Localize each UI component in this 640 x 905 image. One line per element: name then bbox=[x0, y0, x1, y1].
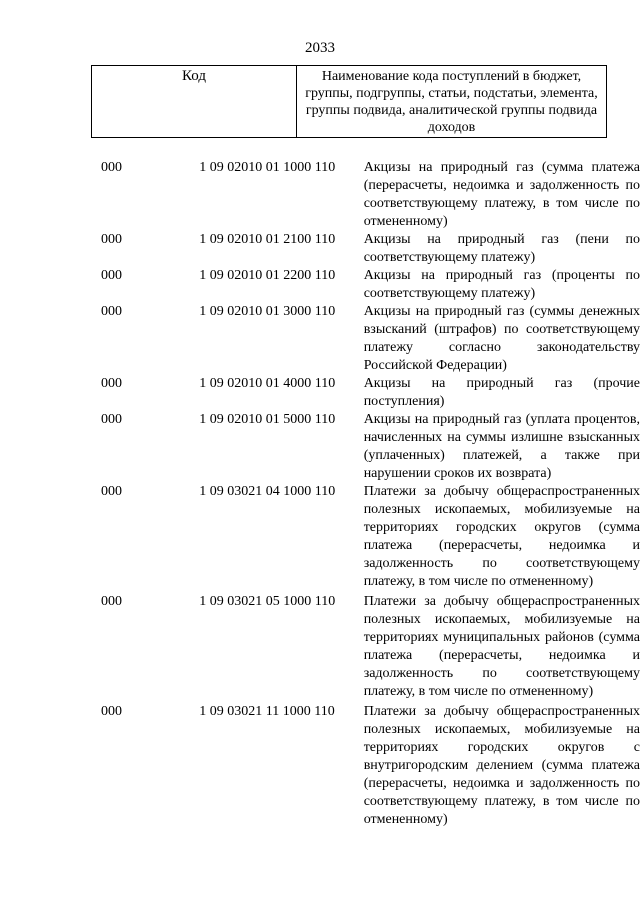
table-row bbox=[0, 483, 640, 593]
admin-code: 000 bbox=[101, 412, 122, 427]
revenue-code: 1 09 02010 01 2100 110 bbox=[199, 232, 336, 247]
header-name: Наименование кода поступлений в бюджет, группы, подгруппы, статьи, подстатьи, элемента, группы подвида, аналитической группы подвида доходов bbox=[305, 69, 598, 135]
revenue-name: Акцизы на природный газ (сумма платежа (перерасчеты, недоимка и задолженность по соответствующему платежу, в том числе по отмененному) bbox=[363, 160, 640, 229]
admin-code: 000 bbox=[101, 376, 122, 391]
revenue-code: 1 09 02010 01 2200 110 bbox=[199, 268, 336, 283]
revenue-code: 1 09 02010 01 4000 110 bbox=[199, 376, 336, 391]
revenue-name: Акцизы на природный газ (проценты по соответствующему платежу) bbox=[363, 268, 640, 301]
revenue-code: 1 09 02010 01 3000 110 bbox=[199, 304, 336, 319]
revenue-name: Акцизы на природный газ (прочие поступления) bbox=[363, 376, 640, 409]
table-header bbox=[91, 65, 607, 138]
revenue-code: 1 09 02010 01 5000 110 bbox=[199, 412, 336, 427]
revenue-name: Платежи за добычу общераспространенных полезных ископаемых, мобилизуемые на территориях городских округов (сумма платежа (перерасчеты, недоимка и задолженность по соответствующему платежу, в том числе по отмененному) bbox=[363, 484, 640, 589]
table-row bbox=[0, 159, 640, 231]
table-row bbox=[0, 231, 640, 267]
revenue-name: Акцизы на природный газ (пени по соответствующему платежу) bbox=[363, 232, 640, 265]
admin-code: 000 bbox=[101, 232, 122, 247]
table-row bbox=[0, 267, 640, 303]
header-code: Код bbox=[92, 66, 297, 137]
revenue-name: Платежи за добычу общераспространенных полезных ископаемых, мобилизуемые на территориях городских округов с внутригородским делением (сумма платежа (перерасчеты, недоимка и задолженность по соответствующему платежу, в том числе по отмененному) bbox=[363, 704, 640, 827]
admin-code: 000 bbox=[101, 704, 122, 719]
revenue-name: Акцизы на природный газ (суммы денежных взысканий (штрафов) по соответствующему платежу согласно законодательству Российской Федерации) bbox=[363, 304, 640, 373]
table-body bbox=[0, 159, 640, 847]
admin-code: 000 bbox=[101, 268, 122, 283]
revenue-code: 1 09 03021 05 1000 110 bbox=[199, 594, 336, 609]
table-row bbox=[0, 703, 640, 847]
revenue-name: Платежи за добычу общераспространенных полезных ископаемых, мобилизуемые на территориях муниципальных районов (сумма платежа (перерасчеты, недоимка и задолженность по соответствующему платежу, в том числе по отмененному) bbox=[363, 594, 640, 699]
table-row bbox=[0, 593, 640, 703]
table-row bbox=[0, 375, 640, 411]
admin-code: 000 bbox=[101, 160, 122, 175]
table-row bbox=[0, 411, 640, 483]
revenue-code: 1 09 03021 04 1000 110 bbox=[199, 484, 336, 499]
revenue-code: 1 09 03021 11 1000 110 bbox=[199, 704, 335, 719]
page-number: 2033 bbox=[305, 40, 335, 56]
admin-code: 000 bbox=[101, 594, 122, 609]
admin-code: 000 bbox=[101, 304, 122, 319]
revenue-name: Акцизы на природный газ (уплата процентов, начисленных на суммы излишне взысканных (уплаченных) платежей, а также при нарушении сроков их возврата) bbox=[363, 412, 640, 481]
revenue-code: 1 09 02010 01 1000 110 bbox=[199, 160, 336, 175]
admin-code: 000 bbox=[101, 484, 122, 499]
table-row bbox=[0, 303, 640, 375]
